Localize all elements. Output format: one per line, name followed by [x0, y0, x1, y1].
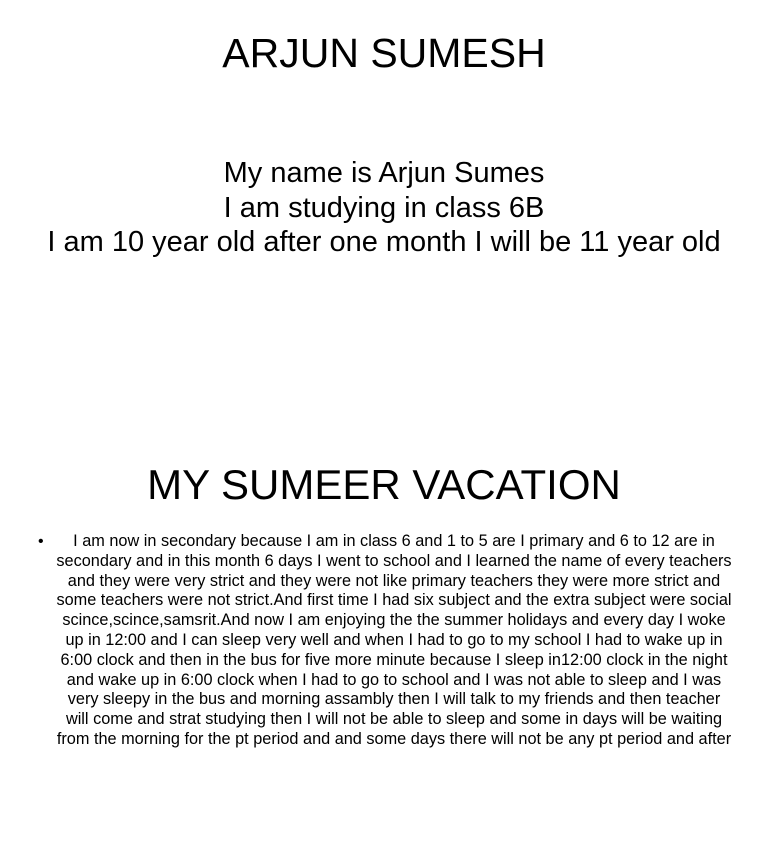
intro-text [40, 156, 728, 260]
bullet-list [38, 532, 732, 750]
intro-line: My name is Arjun Sumes [223, 157, 545, 189]
slide-title: ARJUN SUMESH [222, 30, 546, 76]
bullet-paragraph: I am now in secondary because I am in class 6 and 1 to 5 are I primary and 6 to 12 are in secondary and in this month 6 days I went to school and I learned the name of every teachers and they were very strict and they were not like primary teachers they were more strict and some teachers were not strict.And first time I had six subject and the extra subject were social scince,scince,samsrit.And now I am enjoying the the summer holidays and every day I woke up in 12:00 and I can sleep very well and when I had to go to my school I had to wake up in 6:00 clock and then in the bus for five more minute because I sleep in12:00 clock in the night and wake up in 6:00 clock when I had to go to school and I was not able to sleep and I was very sleepy in the bus and morning assambly then I will talk to my friends and then teacher will come and strat studying then I will not be able to sleep and some in days will be waiting from the morning for the pt period and and some days there will not be any pt period and after [56, 532, 732, 748]
intro-line: I am studying in class 6B [223, 191, 545, 224]
intro-line: I am 10 year old after one month I will be 11 year old [47, 226, 721, 258]
slide-title: MY SUMEER VACATION [147, 461, 621, 508]
slide-vacation [0, 432, 768, 864]
bullet-icon: • [38, 533, 44, 550]
